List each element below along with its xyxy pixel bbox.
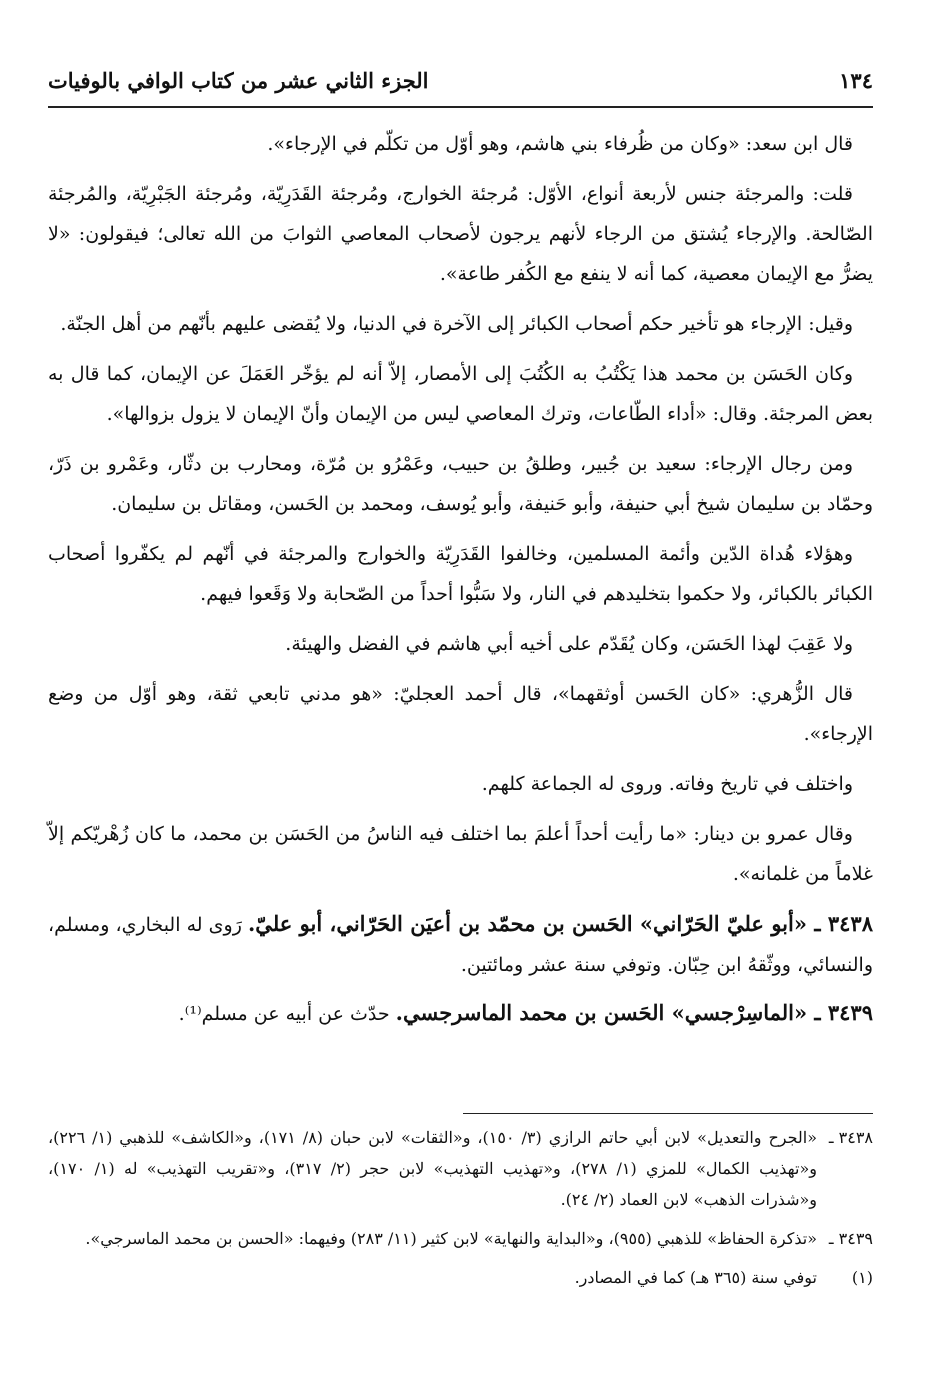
page-number: ١٣٤	[839, 67, 873, 93]
page-header	[48, 60, 873, 100]
footnote	[48, 1262, 873, 1293]
footnote-text: توفي سنة (٣٦٥ هـ) كما في المصادر.	[574, 1268, 817, 1287]
paragraph: ولا عَقِبَ لهذا الحَسَن، وكان يُقَدّم على أخيه أبي هاشم في الفضل والهيئة.	[285, 633, 853, 655]
main-text	[48, 124, 873, 1042]
entry-text: رَوى له البخاري، ومسلم، والنسائي، ووثّقهُ ابن حِبّان. وتوفي سنة عشر ومائتين.	[48, 914, 873, 976]
footnote	[48, 1122, 873, 1215]
footnote-number: ٣٤٣٨ ـ	[828, 1128, 873, 1147]
paragraph: قال الزُّهري: «كان الحَسن أوثقهما»، قال أحمد العجليّ: «هو مدني تابعي ثقة، وهو أوّل من وضع الإرجاء».	[48, 683, 873, 745]
entry-title: ٣٤٣٩ ـ «الماسِرْجسي» الحَسن بن محمد الماسرجسي.	[395, 1000, 873, 1025]
paragraph: واختلف في تاريخ وفاته. وروى له الجماعة كلهم.	[481, 773, 853, 795]
footnote-text: «تذكرة الحفاظ» للذهبي (٩٥٥)، و«البداية والنهاية» لابن كثير (١١/ ٢٨٣) وفيهما: «الحسن بن محمد الماسرجي».	[85, 1229, 817, 1248]
running-title: الجزء الثاني عشر من كتاب الوافي بالوفيات	[48, 67, 429, 93]
entry-text: حدّث عن أبيه عن مسلم⁽¹⁾.	[178, 1003, 390, 1025]
entry-title: ٣٤٣٨ ـ «أبو عليّ الحَرّاني» الحَسن بن محمّد بن أعيَن الحَرّاني، أبو عليّ.	[248, 911, 873, 936]
header-divider	[48, 106, 873, 108]
paragraph: وقال عمرو بن دينار: «ما رأيت أحداً أعلمَ بما اختلف فيه الناسُ من الحَسَن بن محمد، ما كان زُهْريّكم إلاّ غلاماً من غلمانه».	[48, 823, 873, 885]
paragraph: وهؤلاء هُداة الدّين وأئمة المسلمين، وخالفوا القَدَرِيّة والخوارج والمرجئة في أنّهم لم يكفّروا أصحاب الكبائر بالكبائر، ولا حكموا بتخليدهم في النار، ولا سَبُّوا أحداً من الصّحابة ولا وَقَعوا فيهم.	[48, 543, 873, 605]
footnote-number: ٣٤٣٩ ـ	[828, 1229, 873, 1248]
paragraph: وكان الحَسَن بن محمد هذا يَكْتُبُ به الكُتُبَ إلى الأمصار، إلاّ أنه لم يؤخّر العَمَلَ عن الإيمان، كما قال به بعض المرجئة. وقال: «أداء الطّاعات، وترك المعاصي ليس من الإيمان وأنّ الإيمان لا يزول بزوالها».	[48, 363, 873, 425]
paragraph: وقيل: الإرجاء هو تأخير حكم أصحاب الكبائر إلى الآخرة في الدنيا، ولا يُقضى عليهم بأنّهم من أهل الجنّة.	[60, 313, 853, 335]
footnote-divider	[463, 1113, 873, 1114]
paragraph: ومن رجال الإرجاء: سعيد بن جُبير، وطلقُ بن حبيب، وعَمْرُو بن مُرّة، ومحارب بن دثّار، وعَمْرو بن ذَرّ، وحمّاد بن سليمان شيخ أبي حنيفة، وأبو حَنيفة، وأبو يُوسف، ومحمد بن الحَسن، ومقاتل بن سليمان.	[48, 453, 873, 515]
paragraph: قال ابن سعد: «وكان من ظُرفاء بني هاشم، وهو أوّل من تكلّم في الإرجاء».	[267, 133, 853, 155]
biography-entry	[48, 993, 873, 1034]
footnote-text: «الجرح والتعديل» لابن أبي حاتم الرازي (٣/ ١٥٠)، و«الثقات» لابن حبان (٨/ ١٧١)، و«الكاشف» للذهبي (١/ ٢٢٦)، و«تهذيب الكمال» للمزي (١/ ٢٧٨)، و«تهذيب التهذيب» لابن حجر (٢/ ٣١٧)، و«تقريب التهذيب» له (١/ ١٧٠)، و«شذرات الذهب» لابن العماد (٢/ ٢٤).	[48, 1128, 818, 1209]
footnote	[48, 1223, 873, 1254]
paragraph: قلت: والمرجئة جنس لأربعة أنواع، الأوّل: مُرجئة الخوارج، ومُرجئة القَدَرِيّة، ومُرجئة الجَبْرِيّة، والمُرجئة الصّالحة. والإرجاء يُشتق من الرجاء لأنهم يرجون لأصحاب المعاصي الثوابَ من الله تعالى؛ فيقولون: «لا يضرُّ مع الإيمان معصية، كما أنه لا ينفع مع الكُفر طاعة».	[48, 183, 873, 285]
footnote-number: (١)	[851, 1268, 873, 1287]
biography-entry	[48, 904, 873, 985]
footnotes	[48, 1122, 873, 1301]
